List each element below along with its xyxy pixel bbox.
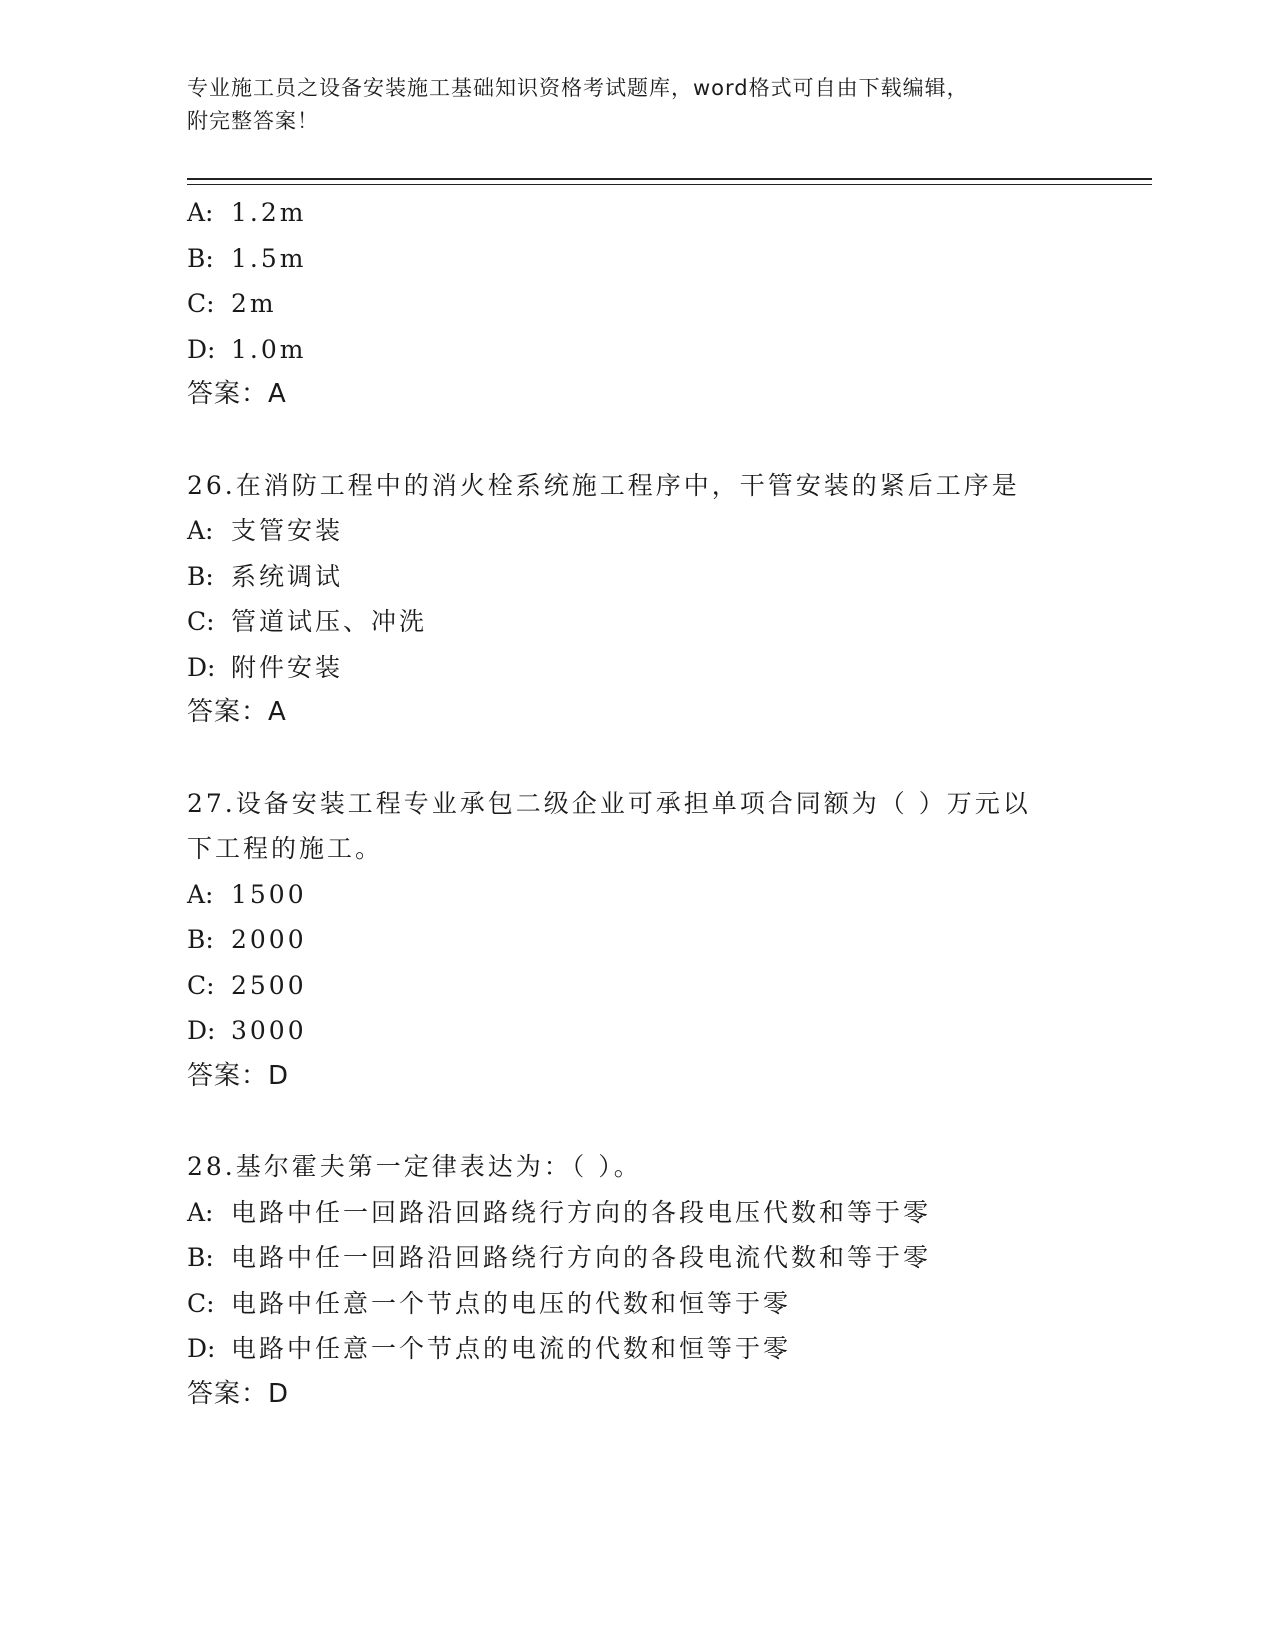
question-25	[187, 190, 1147, 418]
option-letter: A:	[187, 198, 214, 227]
option-letter: A:	[187, 879, 214, 909]
question-stem-line-2: 下工程的施工。	[187, 834, 384, 863]
option-text: 3000	[231, 1016, 307, 1045]
option-letter: B:	[187, 243, 214, 273]
question-list	[187, 190, 1147, 1417]
option-text: 1.2m	[231, 198, 307, 227]
option-text: 1.0m	[231, 334, 307, 364]
option-b	[187, 917, 1147, 963]
option-text: 电路中任一回路沿回路绕行方向的各段电流代数和等于零	[231, 1243, 932, 1272]
answer: 答案：D	[187, 1060, 290, 1091]
option-a	[187, 190, 1147, 236]
option-letter: C:	[187, 607, 215, 636]
option-text: 1500	[231, 879, 307, 909]
option-letter: C:	[187, 970, 215, 1000]
option-text: 2500	[231, 970, 307, 1000]
option-text: 系统调试	[231, 561, 344, 591]
option-text: 电路中任意一个节点的电流的代数和恒等于零	[231, 1334, 792, 1363]
question-stem-line-1: 27.设备安装工程专业承包二级企业可承担单项合同额为（ ）万元以	[187, 788, 1031, 818]
option-text: 电路中任意一个节点的电压的代数和恒等于零	[231, 1288, 792, 1318]
option-d	[187, 1008, 1147, 1054]
option-c	[187, 1281, 1147, 1327]
option-a	[187, 1190, 1147, 1236]
question-28	[187, 1144, 1147, 1417]
option-b	[187, 1235, 1147, 1281]
option-letter: D:	[187, 652, 216, 682]
header-divider	[187, 178, 1152, 185]
answer: 答案：D	[187, 1378, 290, 1409]
option-letter: B:	[187, 1243, 214, 1272]
spacer	[187, 418, 1147, 463]
question-26	[187, 463, 1147, 736]
question-27	[187, 781, 1147, 1100]
spacer	[187, 1099, 1147, 1144]
option-text: 电路中任一回路沿回路绕行方向的各段电压代数和等于零	[231, 1197, 932, 1227]
option-text: 附件安装	[231, 652, 344, 682]
option-d	[187, 645, 1147, 691]
option-text: 管道试压、冲洗	[231, 607, 428, 636]
question-stem: 28.基尔霍夫第一定律表达为：（ ）。	[187, 1152, 642, 1181]
header-line-2: 附完整答案！	[187, 109, 319, 133]
option-d	[187, 1326, 1147, 1372]
option-d	[187, 327, 1147, 373]
option-letter: A:	[187, 516, 214, 545]
answer: 答案：A	[187, 697, 287, 727]
option-c	[187, 963, 1147, 1009]
option-letter: B:	[187, 561, 214, 591]
option-text: 2000	[231, 925, 307, 954]
spacer	[187, 736, 1147, 781]
option-c	[187, 599, 1147, 645]
option-letter: D:	[187, 334, 216, 364]
option-letter: B:	[187, 925, 214, 954]
answer: 答案：A	[187, 379, 287, 409]
option-a	[187, 872, 1147, 918]
option-letter: A:	[187, 1197, 214, 1227]
question-stem: 26.在消防工程中的消火栓系统施工程序中，干管安装的紧后工序是	[187, 470, 1020, 500]
option-c	[187, 281, 1147, 327]
option-text: 2m	[231, 289, 277, 318]
page-header	[187, 72, 1067, 138]
option-text: 1.5m	[231, 243, 307, 273]
option-text: 支管安装	[231, 516, 344, 545]
option-letter: C:	[187, 289, 215, 318]
option-letter: D:	[187, 1016, 216, 1045]
option-b	[187, 236, 1147, 282]
option-letter: D:	[187, 1334, 216, 1363]
header-line-1: 专业施工员之设备安装施工基础知识资格考试题库，word格式可自由下载编辑，	[187, 76, 969, 100]
option-b	[187, 554, 1147, 600]
option-a	[187, 508, 1147, 554]
option-letter: C:	[187, 1288, 215, 1318]
